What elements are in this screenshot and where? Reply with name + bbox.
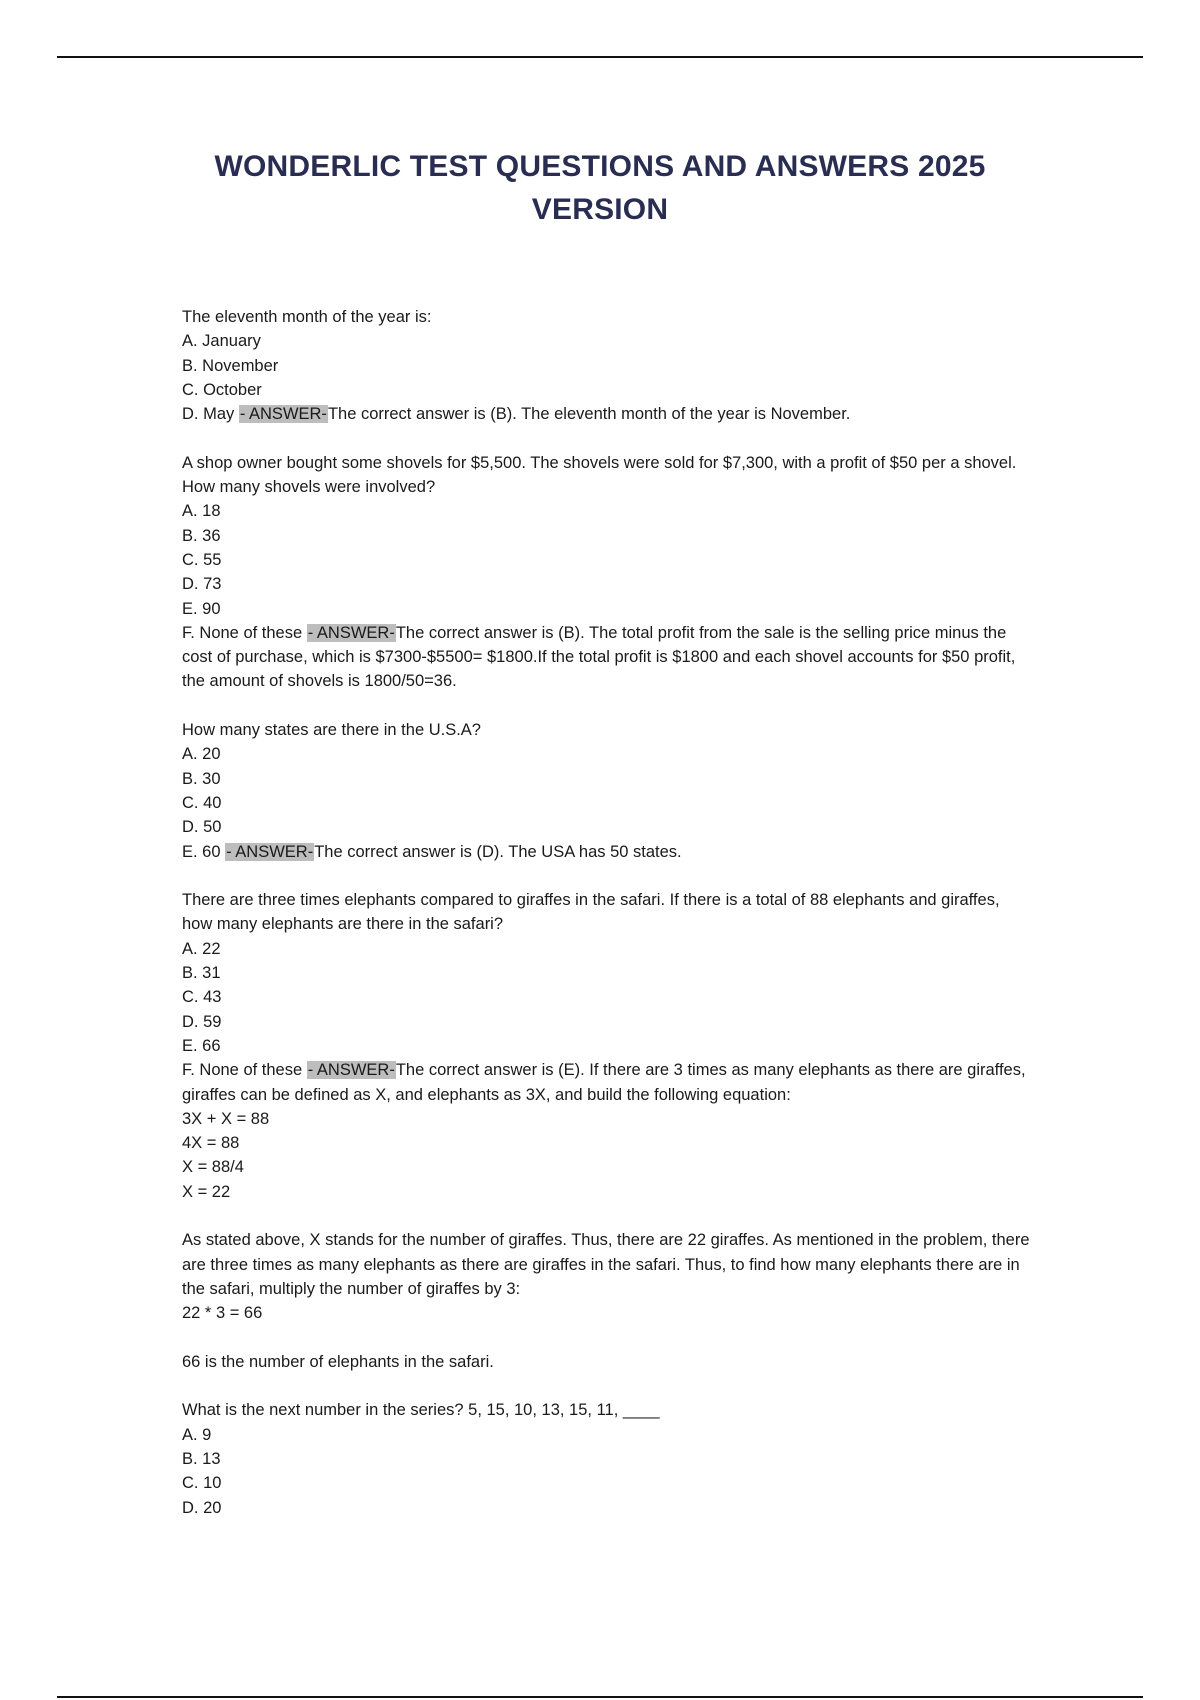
option: C. 40 [182,793,222,812]
option: C. 10 [182,1474,222,1493]
answer-text: The correct answer is (B). The total profit from the sale is the selling price minus the cost of purchase, which is $7300-$5500= $1800.If the total profit is $1800 and each shovel accounts for $50 profit, the amount of shovels is 1800/50=36. [182,623,1016,691]
equation: 4X = 88 [182,1134,240,1153]
answer-text: The correct answer is (E). If there are 3 times as many elephants as there are giraffes, giraffes can be defined as X, and elephants as 3X, and build the following equation: [182,1061,1026,1104]
option: D. 73 [182,575,222,594]
question-stem: The eleventh month of the year is: [182,308,432,326]
answer-tag: - ANSWER- [239,405,327,424]
option: B. 13 [182,1449,221,1468]
calculation: 22 * 3 = 66 [182,1304,263,1323]
equation: X = 88/4 [182,1158,244,1177]
option: B. November [182,356,279,375]
question-stem: How many states are there in the U.S.A? [182,721,481,740]
answer-text: The correct answer is (D). The USA has 50 states. [314,842,682,861]
option-with-answer [182,840,1032,864]
conclusion: 66 is the number of elephants in the safari. [182,1352,494,1371]
option: E. 60 [182,842,226,861]
explanation-paragraph: As stated above, X stands for the number of giraffes. Thus, there are 22 giraffes. As mentioned in the problem, there are three times as many elephants as there are giraffes in the safari. Thus, to find how many elephants there are in the safari, multiply the number of giraffes by 3: [182,1231,1030,1298]
answer-tag: - ANSWER- [307,623,395,642]
title-line-2: VERSION [531,193,669,226]
option: E. 90 [182,599,221,618]
document-body [182,305,1032,1520]
option: F. None of these [182,1061,307,1080]
top-rule [57,56,1143,58]
question-stem: There are three times elephants compared to giraffes in the safari. If there is a total of 88 elephants and giraffes, how many elephants are there in the safari? [182,891,1000,934]
option: C. October [182,380,262,399]
option: C. 55 [182,550,222,569]
option: A. 9 [182,1425,212,1444]
question-3 [182,718,1032,864]
title-line-1: WONDERLIC TEST QUESTIONS AND ANSWERS 2025 [214,150,986,183]
option-with-answer [182,1058,1032,1107]
option-with-answer [182,402,1032,426]
option: B. 36 [182,526,221,545]
question-stem: What is the next number in the series? 5, 15, 10, 13, 15, 11, ____ [182,1401,660,1420]
option: B. 30 [182,769,221,788]
answer-tag: - ANSWER- [307,1061,395,1080]
option: A. 22 [182,939,221,958]
option-with-answer [182,621,1032,694]
option: D. 59 [182,1012,222,1031]
option: D. May [182,405,239,424]
option: A. 18 [182,502,221,521]
answer-text: The correct answer is (B). The eleventh month of the year is November. [327,405,851,424]
document-title [150,145,1050,231]
option: E. 66 [182,1036,221,1055]
equation: 3X + X = 88 [182,1109,270,1128]
option: B. 31 [182,964,221,983]
option: D. 50 [182,818,222,837]
option: F. None of these [182,623,307,642]
question-5 [182,1398,1032,1519]
option: A. January [182,332,261,351]
question-4 [182,888,1032,1374]
bottom-rule [57,1696,1143,1698]
answer-tag: - ANSWER- [226,842,314,861]
option: A. 20 [182,745,221,764]
question-1 [182,305,1032,426]
option: D. 20 [182,1498,222,1517]
question-stem: A shop owner bought some shovels for $5,500. The shovels were sold for $7,300, with a profit of $50 per a shovel. How many shovels were involved? [182,453,1017,497]
question-2 [182,451,1032,694]
equation: X = 22 [182,1182,231,1201]
option: C. 43 [182,988,222,1007]
